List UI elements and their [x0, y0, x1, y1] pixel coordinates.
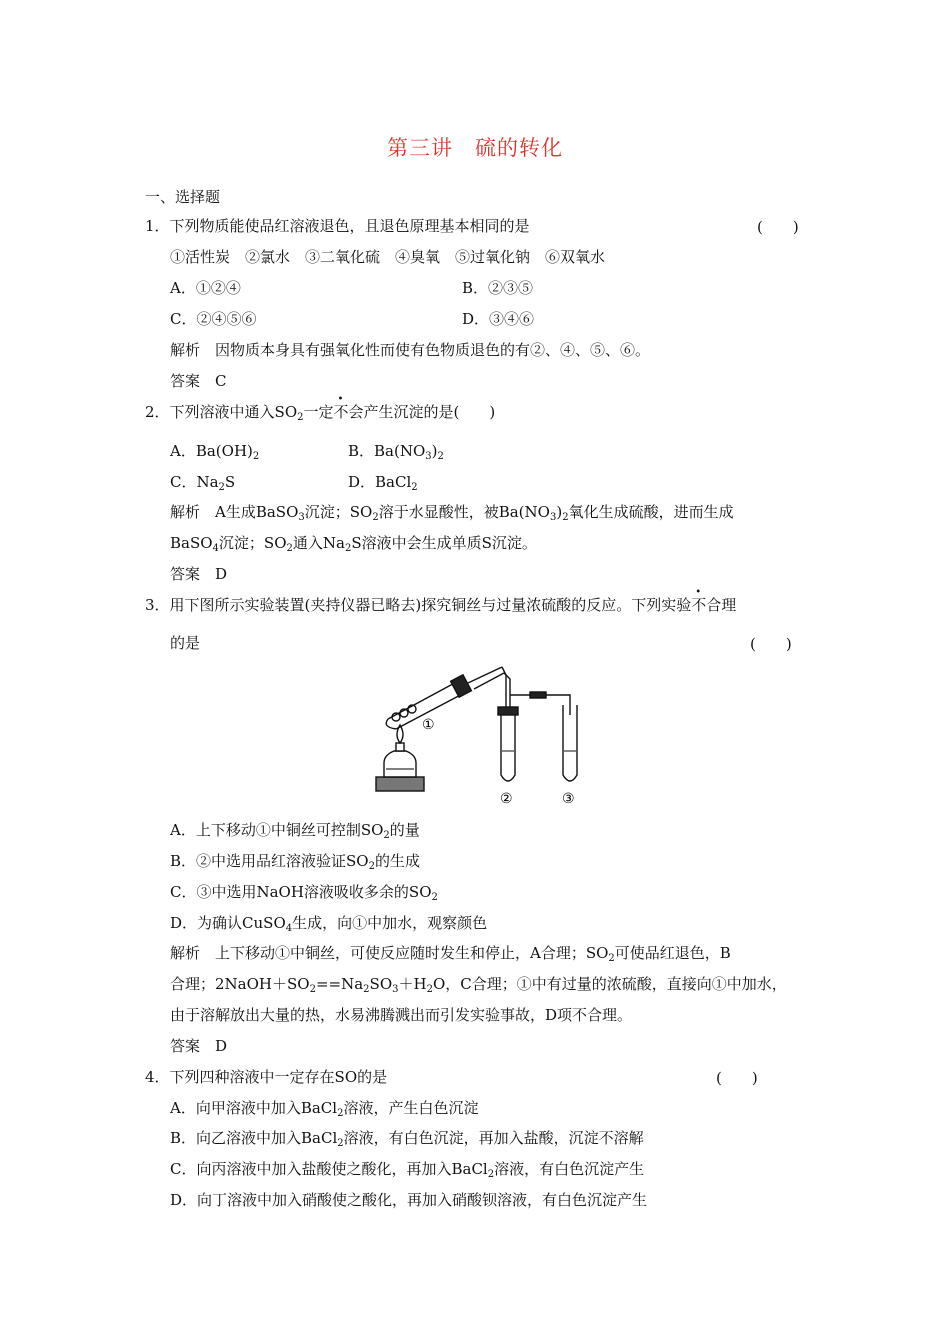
q3-stem-line2: 的是	[170, 634, 201, 652]
q2-analysis-line1: 解析 A生成BaSO$_3$沉淀；$SO_2$溶于水显酸性，被$Ba(NO_3)_2$氧化生成硫酸，进而生成	[170, 503, 734, 523]
q4-option-a: A．向甲溶液中加入BaCl$_2$溶液，产生白色沉淀	[170, 1099, 479, 1119]
q1-option-d: D．③④⑥	[462, 310, 535, 328]
label-1: ①	[422, 717, 435, 733]
apparatus-diagram	[374, 665, 594, 807]
q2-analysis-line2: BaSO$_4$沉淀；$SO_2$通入$Na_2S$溶液中会生成单质S沉淀。	[170, 534, 537, 554]
q1-answer-blank: ( )	[757, 218, 799, 236]
q3-analysis-line2: 合理；$2NaOH+SO_2==Na_2SO_3+H_2O$，C合理；①中有过量的浓硫酸，直接向①中加水，	[170, 975, 787, 995]
q2-option-a: A．$Ba(OH)_2$	[170, 442, 260, 462]
q4-answer-blank: ( )	[716, 1069, 758, 1087]
page-title: 第三讲 硫的转化	[387, 136, 563, 160]
q3-analysis-line3: 由于溶解放出大量的热，水易沸腾溅出而引发实验事故，D项不合理。	[170, 1006, 633, 1024]
q1-items: ①活性炭 ②氯水 ③二氧化硫 ④臭氧 ⑤过氧化钠 ⑥双氧水	[170, 248, 606, 266]
emphasis-dot: 不	[691, 596, 707, 614]
heat-block	[376, 777, 424, 791]
alcohol-lamp	[384, 751, 416, 777]
q4-option-b: B．向乙溶液中加入BaCl$_2$溶液，有白色沉淀，再加入盐酸，沉淀不溶解	[170, 1129, 644, 1149]
q2-answer: 答案 D	[170, 565, 228, 583]
q4-option-c: C．向丙溶液中加入盐酸使之酸化，再加入BaCl$_2$溶液，有白色沉淀产生	[170, 1160, 645, 1180]
q3-option-b: B．②中选用品红溶液验证$SO_2$的生成	[170, 852, 420, 872]
q3-analysis-line1: 解析 上下移动①中铜丝，可使反应随时发生和停止，A合理；$SO_2$可使品红退色，B	[170, 944, 731, 964]
test-tube-2	[501, 711, 515, 781]
q2-option-c: C．$Na_2S$	[170, 473, 236, 493]
stopper	[451, 675, 472, 697]
q3-option-c: C．③中选用NaOH溶液吸收多余的$SO_2$	[170, 883, 438, 903]
q3-answer: 答案 D	[170, 1037, 228, 1055]
q1-stem: 1．下列物质能使品红溶液退色，且退色原理基本相同的是	[145, 217, 530, 235]
q1-answer: 答案 C	[170, 372, 227, 390]
q2-stem: 2．下列溶液中通入$SO_2$一定不会产生沉淀的是( )	[145, 403, 496, 423]
q3-option-a: A．上下移动①中铜丝可控制$SO_2$的量	[170, 821, 420, 841]
q2-option-d: D．BaCl$_2$	[348, 473, 418, 493]
q3-answer-blank: ( )	[750, 635, 792, 653]
q1-option-b: B．②③⑤	[462, 279, 534, 297]
q1-option-c: C．②④⑤⑥	[170, 310, 257, 328]
test-tube-3	[563, 705, 577, 781]
q1-analysis: 解析 因物质本身具有强氧化性而使有色物质退色的有②、④、⑤、⑥。	[170, 341, 651, 359]
q1-option-a: A．①②④	[170, 279, 241, 297]
q2-option-b: B．$Ba(NO_3)_2$	[348, 442, 444, 462]
label-2: ②	[500, 791, 513, 807]
section-heading: 一、选择题	[145, 188, 221, 206]
q3-stem-line1: 3．用下图所示实验装置(夹持仪器已略去)探究铜丝与过量浓硫酸的反应。下列实验不合理	[145, 596, 737, 614]
emphasis-dot: 不	[333, 403, 349, 421]
q3-option-d: D．为确认CuSO$_4$生成，向①中加水，观察颜色	[170, 914, 488, 934]
q4-option-d: D．向丁溶液中加入硝酸使之酸化，再加入硝酸钡溶液，有白色沉淀产生	[170, 1191, 648, 1209]
q4-stem: 4．下列四种溶液中一定存在SO的是	[145, 1068, 388, 1086]
label-3: ③	[562, 791, 575, 807]
